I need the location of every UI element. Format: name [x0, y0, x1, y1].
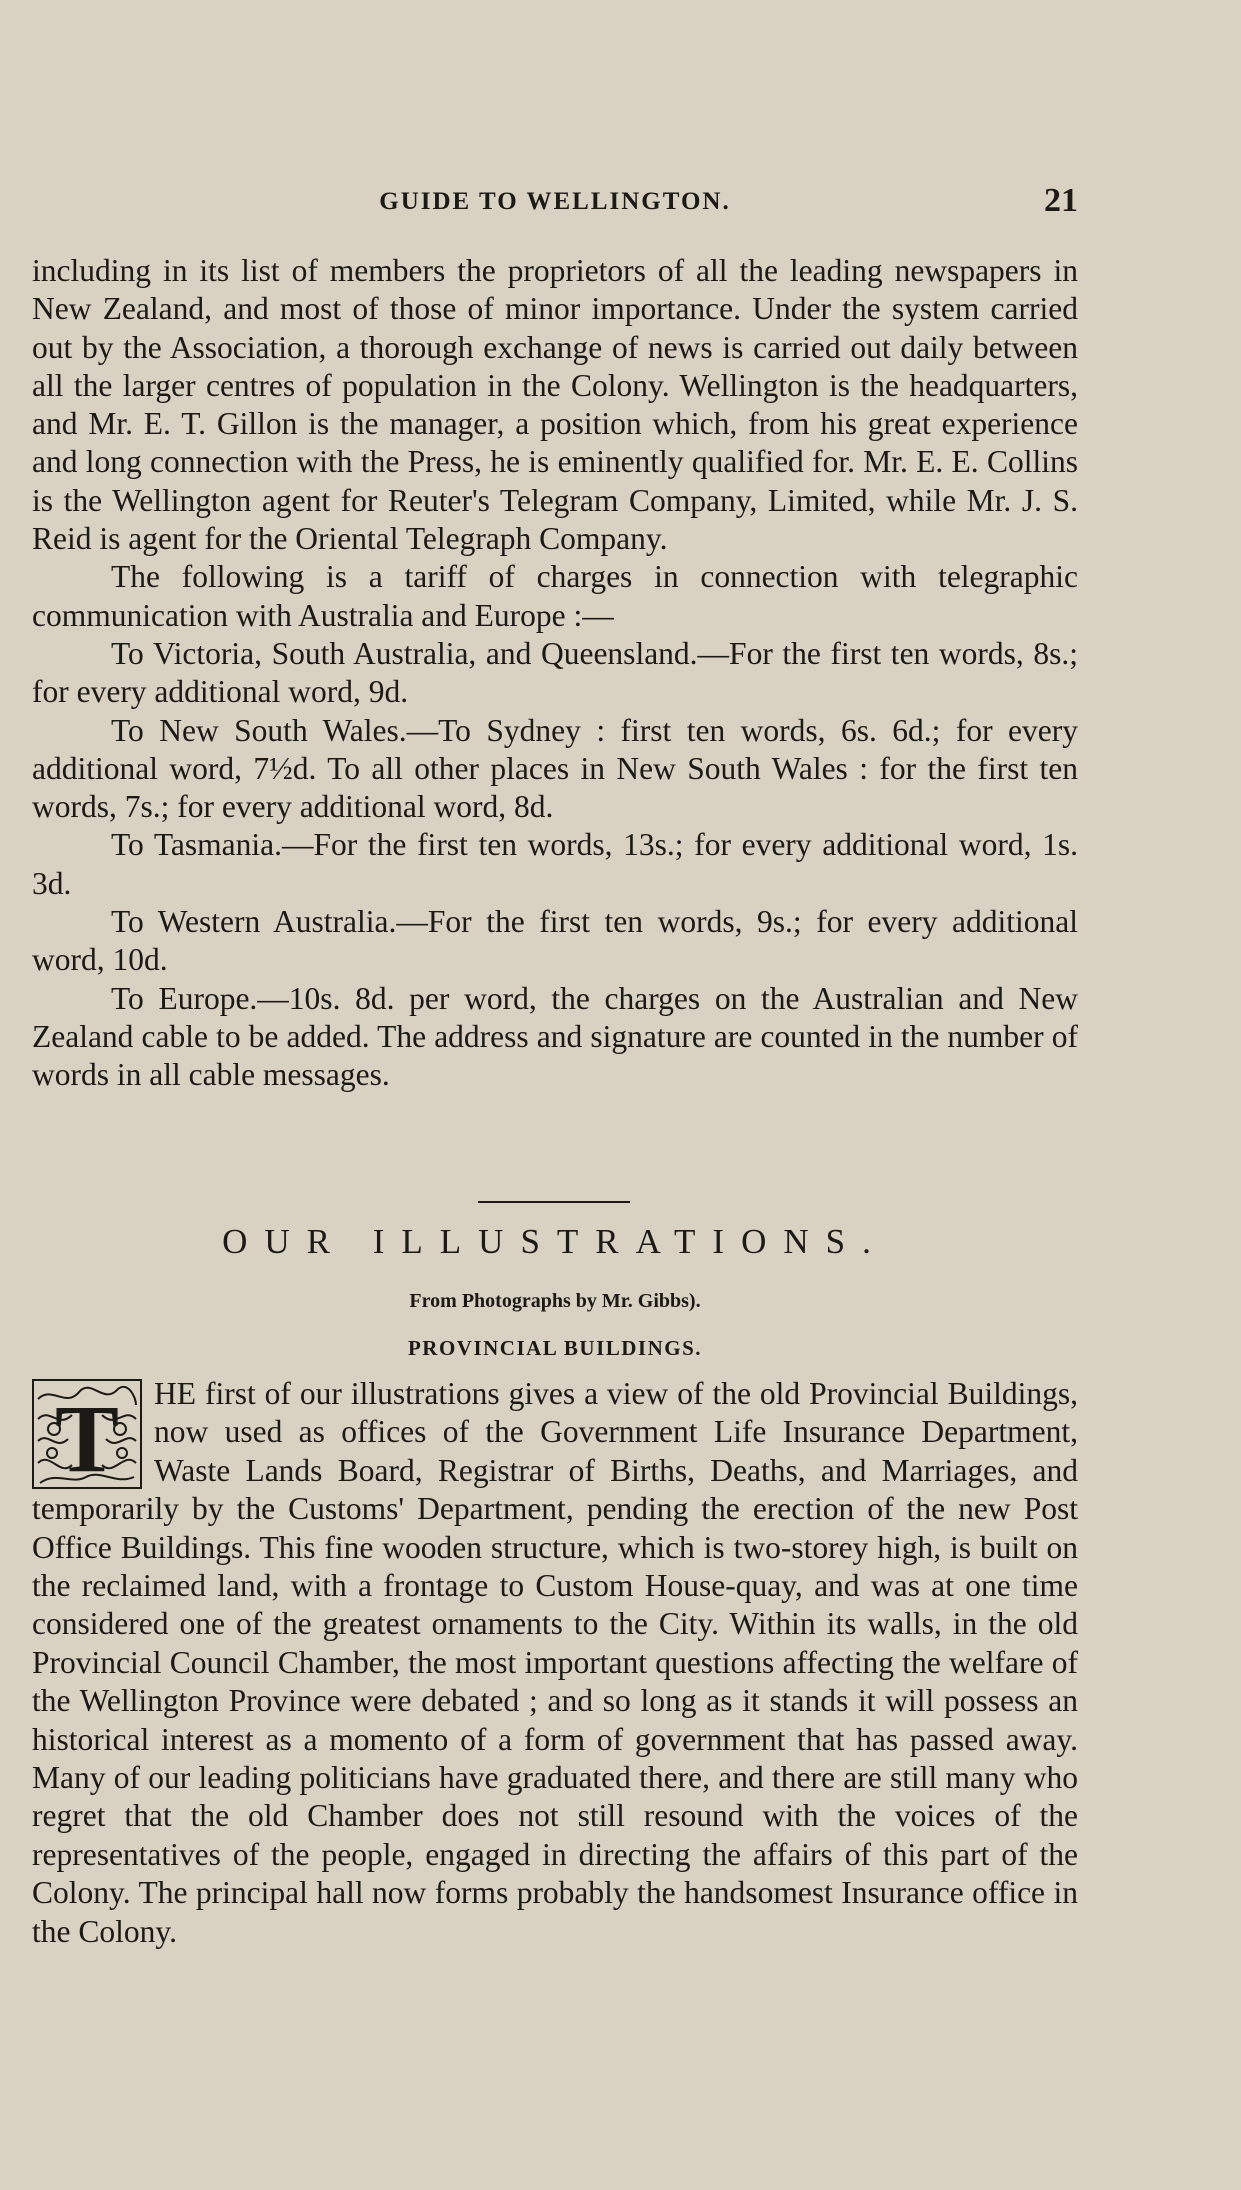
paragraph-tariff-intro: The following is a tariff of charges in connection with telegraphic communication with Australia and Europe :—: [32, 559, 1078, 633]
section-title: OUR ILLUSTRATIONS.: [222, 1222, 888, 1261]
article-subhead: PROVINCIAL BUILDINGS.: [407, 1336, 703, 1360]
paragraph-tasmania: To Tasmania.—For the first ten words, 13s.; for every additional word, 1s. 3d.: [32, 827, 1078, 901]
article-provincial-buildings: [32, 1375, 1078, 1951]
dropcap-letter: T: [54, 1385, 120, 1489]
dropcap-ornament: [32, 1379, 142, 1489]
paragraph-europe: To Europe.—10s. 8d. per word, the charges on the Australian and New Zealand cable to be added. The address and signature are counted in the number of words in all cable messages.: [32, 980, 1078, 1093]
body-text: [32, 252, 1078, 1095]
paragraph-association: including in its list of members the proprietors of all the leading newspapers in New Zealand, and most of those of minor importance. Under the system carried out by the Association, a thorough exchange of news is carried out daily between all the larger centres of population in the Colony. Wellington is the headquarters, and Mr. E. T. Gillon is the manager, a position which, from his great experience and long connection with the Press, he is eminently qualified for. Mr. E. E. Collins is the Wellington agent for Reuter's Telegram Company, Limited, while Mr. J. S. Reid is agent for the Oriental Telegraph Company.: [32, 253, 1078, 557]
paragraph-western-australia: To Western Australia.—For the first ten words, 9s.; for every additional word, 10d.: [32, 904, 1078, 978]
running-title: GUIDE TO WELLINGTON.: [379, 188, 731, 215]
section-divider: [478, 1201, 630, 1203]
running-head: [32, 182, 1078, 222]
paragraph-victoria: To Victoria, South Australia, and Queensland.—For the first ten words, 8s.; for every additional word, 9d.: [32, 635, 1078, 710]
paragraph-new-south-wales: To New South Wales.—To Sydney : first ten words, 6s. 6d.; for every additional word, 7½d. To all other places in New South Wales : for the first ten words, 7s.; for every additional word, 8d.: [32, 712, 1078, 825]
page-number: 21: [1044, 182, 1078, 219]
photo-credit: From Photographs by Mr. Gibbs).: [409, 1290, 701, 1312]
article-text: HE first of our illustrations gives a view of the old Provincial Buildings, now used as offices of the Government Life Insurance Department, Waste Lands Board, Registrar of Births, Deaths, and Marriages, and temporarily by the Customs' Department, pending the erection of the new Post Office Buildings. This fine wooden structure, which is two-storey high, is built on the reclaimed land, with a frontage to Custom House-quay, and was at one time considered one of the greatest ornaments to the City. Within its walls, in the old Provincial Council Chamber, the most important questions affecting the welfare of the Wellington Province were debated ; and so long as it stands it will possess an historical interest as a momento of a form of government that has passed away. Many of our leading politicians have graduated there, and there are still many who regret that the old Chamber does not still resound with the voices of the representatives of the people, engaged in directing the affairs of this part of the Colony. The principal hall now forms probably the handsomest Insurance office in the Colony.: [32, 1376, 1078, 1949]
